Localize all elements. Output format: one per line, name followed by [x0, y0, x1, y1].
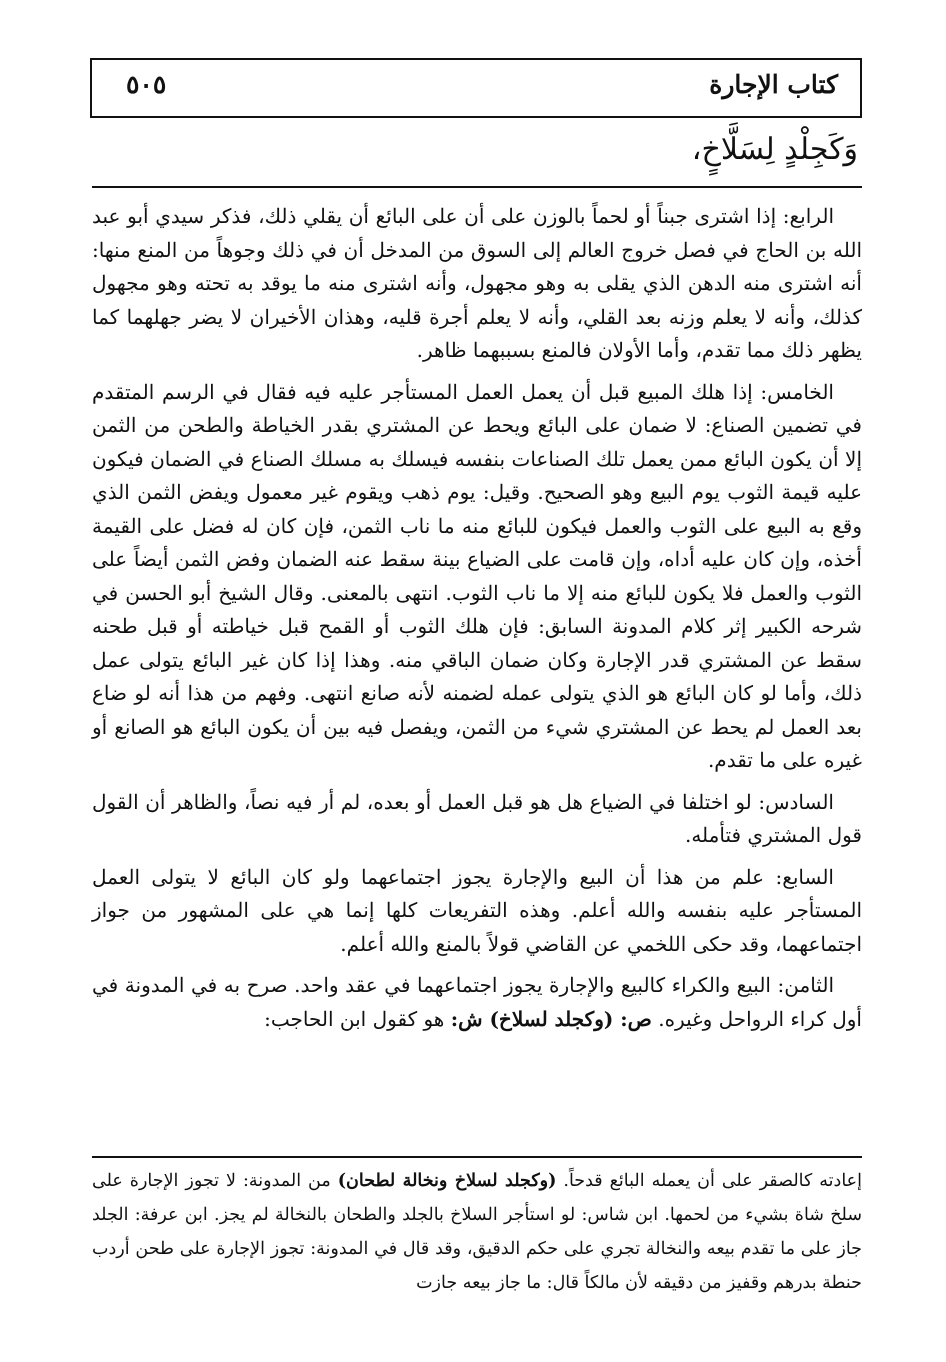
commentary-paragraph-eighth	[92, 969, 862, 1036]
footnote-bold-lemma: (وكجلد لسلاخ ونخالة لطحان)	[337, 1171, 557, 1191]
sad-shin-marker: ص: (وكجلد لسلاخ) ش:	[450, 1006, 652, 1031]
footnote-paragraph	[92, 1164, 862, 1300]
matn-divider	[92, 186, 862, 188]
page-number: ٥٠٥	[126, 70, 167, 99]
commentary-paragraph-fourth: الرابع: إذا اشترى جبناً أو لحماً بالوزن على أن على البائع أن يقلي ذلك، فذكر سيدي أبو عبد الله بن الحاج في فصل خروج العالم إلى السوق من المدخل أن في ذلك وجوهاً من المنع منها: أنه اشترى منه الدهن الذي يقلى به وهو مجهول، وأنه اشترى منه ما يوقد به تحته وهو مجهول كذلك، وأنه لا يعلم وزنه بعد القلي، وأنه لا يعلم أجرة قليه، وهذان الأخيران لا يضر جهلهما كما يظهر ذلك مما تقدم، وأما الأولان فالمنع بسببهما ظاهر.	[92, 204, 863, 362]
footnote-block	[92, 1164, 862, 1300]
commentary-paragraph-sixth: السادس: لو اختلفا في الضياع هل هو قبل العمل أو بعده، لم أر فيه نصاً، والظاهر أن القول قول المشتري فتأمله.	[92, 789, 862, 847]
footnote-divider	[92, 1156, 862, 1158]
footnote-part-3: من المدونة: لا تجوز الإجارة على سلخ شاة بشيء من لحمها. ابن شاس: لو استأجر السلاخ بالجلد والطحان بالنخالة لم يجز. ابن عرفة: الجلد جاز على ما تقدم بيعه والنخالة تجري على حكم الدقيق، وقد قال في المدونة: تجوز الإجارة على طحن أردب حنطة بدرهم وقفيز من دقيقه لأن مالكاً قال: ما جاز بيعه جازت	[92, 1171, 862, 1293]
matn-text: وَكَجِلْدٍ لِسَلَّاخٍ،	[691, 132, 858, 167]
header-book-title: كتاب الإجارة	[709, 70, 838, 99]
running-header	[90, 58, 862, 118]
eighth-tail-text: هو كقول ابن الحاجب:	[264, 1006, 445, 1031]
footnote-part-1: إعادته كالصقر على أن يعمله البائع قدحاً.	[563, 1171, 862, 1191]
commentary-body	[92, 200, 862, 1044]
commentary-paragraph-fifth: الخامس: إذا هلك المبيع قبل أن يعمل العمل المستأجر عليه فيه فقال في الرسم المتقدم في تضمين الصناع: لا ضمان على البائع ويحط عن المشتري بقدر الخياطة والطحن من الثمن إلا أن يكون البائع ممن يعمل تلك الصناعات بنفسه فيسلك به مسلك الصناع في الضمان فيكون عليه قيمة الثوب يوم البيع وهو الصحيح. وقيل: يوم ذهب ويقوم غير معمول ويفض الثمن الذي وقع به البيع على الثوب والعمل فيكون للبائع منه ما ناب الثمن، فإن كان له فضل على القيمة أخذه، وإن كان عليه أداه، وإن قامت على الضياع بينة سقط عنه الضمان وفض الثمن أيضاً على الثوب والعمل فلا يكون للبائع منه إلا ما ناب الثوب. انتهى بالمعنى. وقال الشيخ أبو الحسن في شرحه الكبير إثر كلام المدونة السابق: فإن هلك الثوب أو القمح قبل خياطته أو قبل طحنه سقط عن المشتري قدر الإجارة وكان ضمان الباقي منه. وهذا إذا كان غير البائع يتولى عمل ذلك، وأما لو كان البائع هو الذي يتولى عمله لضمنه لأنه صانع انتهى. وفهم من هذا أنه لو ضاع بعد العمل لم يحط عن المشتري شيء من الثمن، ويفصل فيه بين أن يكون البائع هو الصانع أو غيره على ما تقدم.	[92, 379, 862, 772]
commentary-paragraph-seventh: السابع: علم من هذا أن البيع والإجارة يجوز اجتماعهما ولو كان البائع لا يتولى العمل المستأجر عليه بنفسه والله أعلم. وهذه التفريعات كلها إنما هي على المشهور من جواز اجتماعهما، وقد حكى اللخمي عن القاضي قولاً بالمنع والله أعلم.	[92, 864, 862, 956]
eighth-main-text: الثامن: البيع والكراء كالبيع والإجارة يجوز اجتماعهما في عقد واحد. صرح به في المدونة في أول كراء الرواحل وغيره.	[92, 973, 862, 1031]
